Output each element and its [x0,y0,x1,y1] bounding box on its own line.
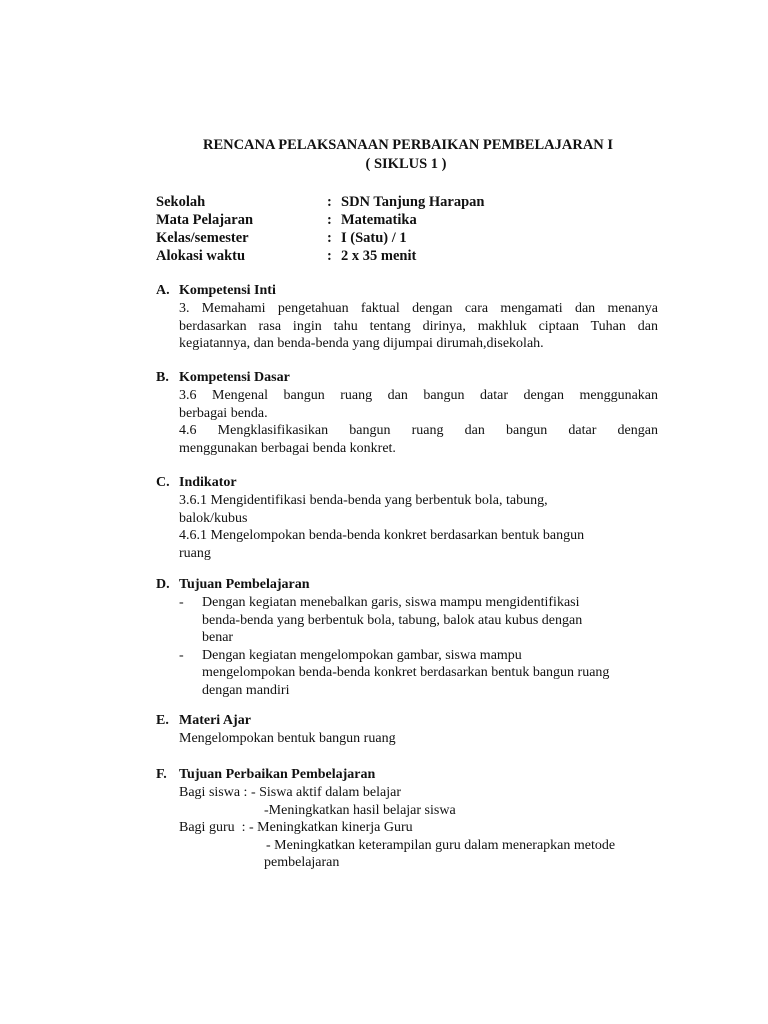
section-kompetensi-dasar [156,369,658,457]
text-line: dengan mandiri [202,682,290,698]
identity-colon: : [327,194,332,210]
list-item [179,647,658,700]
section-heading [156,712,658,730]
section-body [179,730,658,748]
section-indikator [156,474,658,562]
section-body [179,387,658,457]
text-line: pembelajaran [264,855,340,870]
text-line: Dengan kegiatan mengelompokan gambar, siswa mampu [202,647,522,663]
identity-label: Alokasi waktu [156,248,246,264]
section-heading [156,474,658,492]
text-line: balok/kubus [179,510,248,526]
document-subtitle: ( SIKLUS 1 ) [365,156,447,172]
text-line: ruang [179,545,211,561]
section-letter: A. [156,283,170,298]
section-title: Tujuan Pembelajaran [179,577,310,592]
text-line: berbagai benda. [179,405,268,421]
text-line: mengelompokan benda-benda konkret berdasarkan bentuk bangun ruang [202,665,610,680]
section-title: Materi Ajar [179,713,251,728]
text-line: 4.6 Mengklasifikasikan bangun ruang dan bangun datar dengan [179,423,658,438]
section-body [179,300,658,353]
text-line: berdasarkan rasa ingin tahu tentang dirinya, makhluk ciptaan Tuhan dan [179,318,658,334]
identity-colon: : [327,212,332,228]
identity-label: Kelas/semester [156,230,249,246]
bullet-dash: - [179,595,184,610]
section-letter: C. [156,475,170,490]
text-line: 4.6.1 Mengelompokan benda-benda konkret berdasarkan bentuk bangun [179,528,585,543]
identity-value: I (Satu) / 1 [341,230,407,246]
identity-value: 2 x 35 menit [341,248,417,264]
section-heading [156,576,658,594]
text-line: -Meningkatkan hasil belajar siswa [264,802,456,818]
section-title: Tujuan Perbaikan Pembelajaran [179,767,376,782]
text-line: 3. Memahami pengetahuan faktual dengan cara mengamati dan menanya [179,301,658,316]
text-line: - Meningkatkan keterampilan guru dalam menerapkan metode [266,837,616,853]
section-letter: B. [156,370,169,385]
section-title: Kompetensi Inti [179,283,276,298]
section-heading [156,369,658,387]
identity-colon: : [327,248,332,264]
identity-value: Matematika [341,212,417,228]
identity-value: SDN Tanjung Harapan [341,194,485,210]
identity-colon: : [327,230,332,246]
text-line: Mengelompokan bentuk bangun ruang [179,731,396,746]
section-tujuan-pembelajaran [156,576,658,699]
section-letter: D. [156,577,170,592]
section-tujuan-perbaikan [156,766,658,872]
section-title: Indikator [179,475,237,490]
section-body [179,784,658,872]
identity-label: Sekolah [156,194,206,210]
identity-label: Mata Pelajaran [156,212,254,228]
section-materi-ajar [156,712,658,748]
text-line: Bagi guru : - Meningkatkan kinerja Guru [179,820,413,835]
section-letter: E. [156,713,169,728]
section-heading [156,282,658,300]
section-title: Kompetensi Dasar [179,370,290,385]
text-line: 3.6.1 Mengidentifikasi benda-benda yang berbentuk bola, tabung, [179,493,548,508]
section-letter: F. [156,767,167,782]
text-line: 3.6 Mengenal bangun ruang dan bangun datar dengan menggunakan [179,388,658,403]
text-line: menggunakan berbagai benda konkret. [179,440,396,456]
bullet-dash: - [179,647,184,663]
text-line: benda-benda yang berbentuk bola, tabung, balok atau kubus dengan [202,612,583,628]
text-line: kegiatannya, dan benda-benda yang dijumpai dirumah,disekolah. [179,336,544,351]
section-body [179,492,658,562]
text-line: benar [202,630,234,645]
list-item [179,594,658,647]
document-title: RENCANA PELAKSANAAN PERBAIKAN PEMBELAJARAN I [202,137,614,153]
section-heading [156,766,658,784]
section-kompetensi-inti [156,282,658,353]
text-line: Dengan kegiatan menebalkan garis, siswa mampu mengidentifikasi [202,595,580,610]
section-body [179,594,658,699]
text-line: Bagi siswa : - Siswa aktif dalam belajar [179,785,401,800]
